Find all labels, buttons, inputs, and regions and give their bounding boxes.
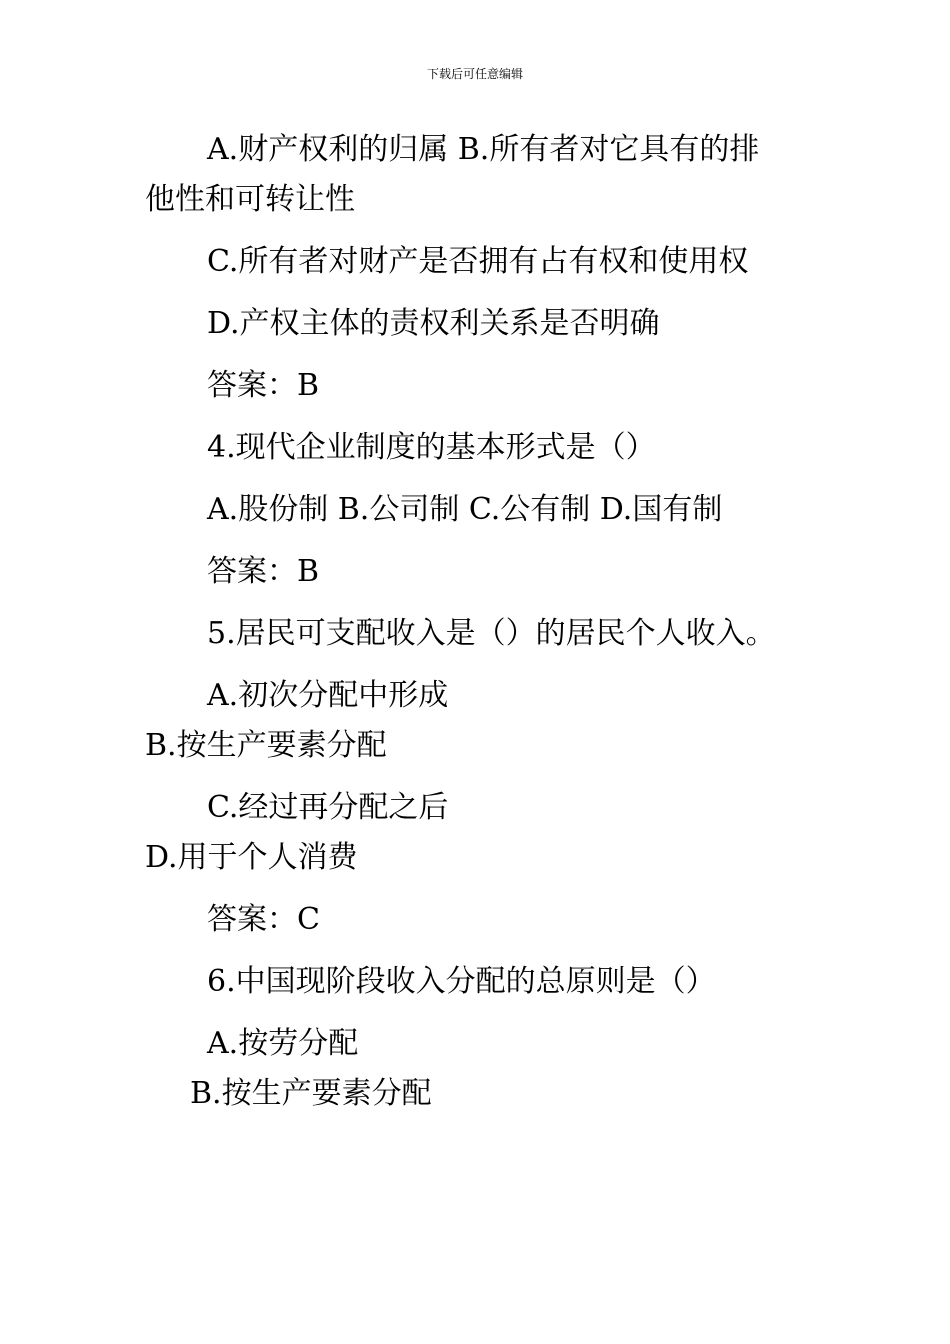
question-3-option-a-b: A.财产权利的归属 B.所有者对它具有的排 <box>207 132 760 167</box>
page-header: 下载后可任意编辑 <box>426 67 523 81</box>
question-4-options: A.股份制 B.公司制 C.公有制 D.国有制 <box>207 492 723 527</box>
question-3-option-c: C.所有者对财产是否拥有占有权和使用权 <box>207 244 749 279</box>
question-6-option-b: B.按生产要素分配 <box>190 1076 432 1111</box>
question-5-text: 5.居民可支配收入是（）的居民个人收入。 <box>207 616 776 651</box>
question-5-option-c: C.经过再分配之后 <box>207 790 449 825</box>
question-5-answer: 答案：C <box>207 902 320 937</box>
question-3-option-d: D.产权主体的责权利关系是否明确 <box>207 306 660 341</box>
question-4-text: 4.现代企业制度的基本形式是（） <box>207 430 656 465</box>
question-4-answer: 答案：B <box>207 554 320 589</box>
question-5-option-d: D.用于个人消费 <box>145 840 358 875</box>
question-6-option-a: A.按劳分配 <box>207 1026 359 1061</box>
question-5-option-a: A.初次分配中形成 <box>207 678 449 713</box>
question-5-option-b: B.按生产要素分配 <box>145 728 387 763</box>
question-3-answer: 答案：B <box>207 368 320 403</box>
question-3-option-b-continued: 他性和可转让性 <box>145 182 355 217</box>
question-6-text: 6.中国现阶段收入分配的总原则是（） <box>207 964 716 999</box>
